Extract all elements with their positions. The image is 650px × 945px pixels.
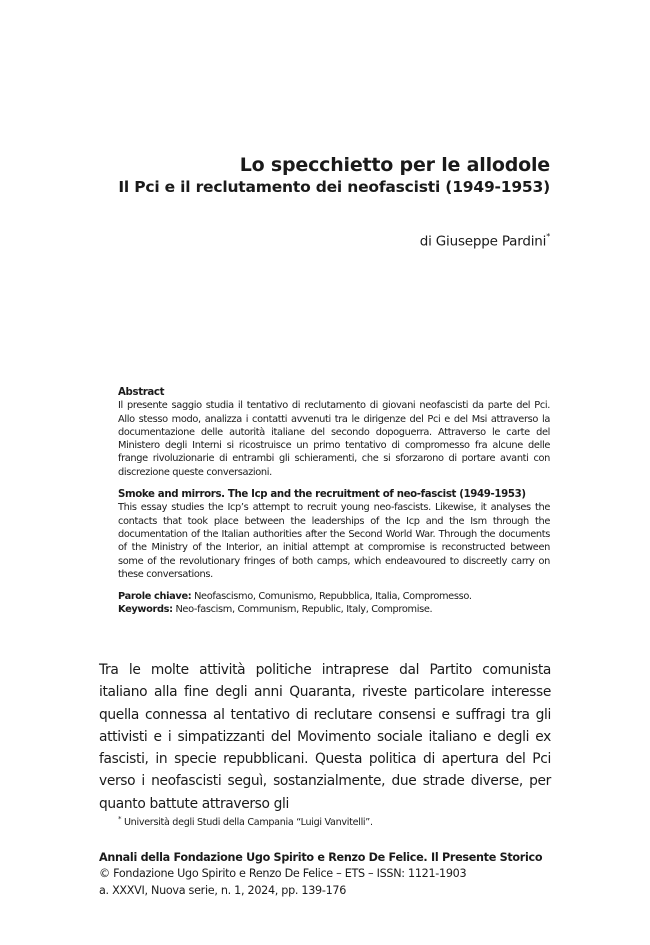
abstract-heading: Abstract (118, 387, 165, 398)
abstract-text: Il presente saggio studia il tentativo di reclutamento di giovani neofascisti da parte del Pci. Allo stesso modo, analizza i contatti avvenuti tra le dirigenze del Pci e del Msi attraverso la documentazione delle autorità italiane del secondo dopoguerra. Attraverso le carte del Ministero degli Interni si ricostruisce un primo tentativo di compromesso fra alcune delle frange rivoluzionarie di entrambi gli schieramenti, che si sforzarono di portare avanti con discrezione queste conversazioni. (118, 400, 550, 478)
journal-citation: a. XXXVI, Nuova serie, n. 1, 2024, pp. 139-176 (99, 883, 347, 897)
footnote-mark: * (118, 815, 122, 823)
abstract-section (118, 386, 550, 617)
article-title: Lo specchietto per le allodole (239, 154, 550, 176)
keywords-en-label: Keywords: (118, 604, 173, 616)
english-abstract-text: This essay studies the Icp’s attempt to recruit young neo-fascists. Likewise, it analyses the contacts that took place between the leaderships of the Icp and the Ism through the documentation of the Italian authorities after the Second World War. Through the documents of the Ministry of the Interior, an initial attempt at compromise is reconstructed between some of the revolutionary fringes of both camps, which endeavoured to discreetly carry on these conversations. (118, 502, 550, 580)
keywords-it-label: Parole chiave: (118, 591, 192, 603)
journal-info (99, 850, 542, 899)
footnote-text: Università degli Studi della Campania “Luigi Vanvitelli”. (123, 817, 373, 829)
english-abstract-heading: Smoke and mirrors. The Icp and the recruitment of neo-fascist (1949-1953) (118, 489, 526, 501)
keywords-it (118, 590, 550, 603)
author-footnote-mark[interactable]: * (546, 232, 550, 241)
author-name: di Giuseppe Pardini (419, 233, 547, 250)
author-line (420, 233, 550, 250)
footnote (118, 815, 373, 828)
keywords-it-value: Neofascismo, Comunismo, Repubblica, Italia, Compromesso. (194, 591, 472, 603)
body-paragraph: Tra le molte attività politiche intraprese dal Partito comunista italiano alla fine degli anni Quaranta, riveste particolare interesse quella connessa al tentativo di reclutare consensi e suffragi tra gli attivisti e i simpatizzanti del Movimento sociale italiano e degli ex fascisti, in specie repubblicani. Questa politica di apertura del Pci verso i neofascisti seguì, sostanzialmente, due strade diverse, per quanto battute attraverso gli (99, 662, 551, 812)
article-subtitle: Il Pci e il reclutamento dei neofascisti (1949-1953) (118, 178, 550, 196)
keywords-en (118, 603, 550, 616)
keywords-en-value: Neo-fascism, Communism, Republic, Italy, Compromise. (175, 604, 433, 616)
journal-copyright: © Fondazione Ugo Spirito e Renzo De Felice – ETS – ISSN: 1121-1903 (99, 867, 467, 881)
journal-title: Annali della Fondazione Ugo Spirito e Renzo De Felice. Il Presente Storico (99, 851, 543, 864)
